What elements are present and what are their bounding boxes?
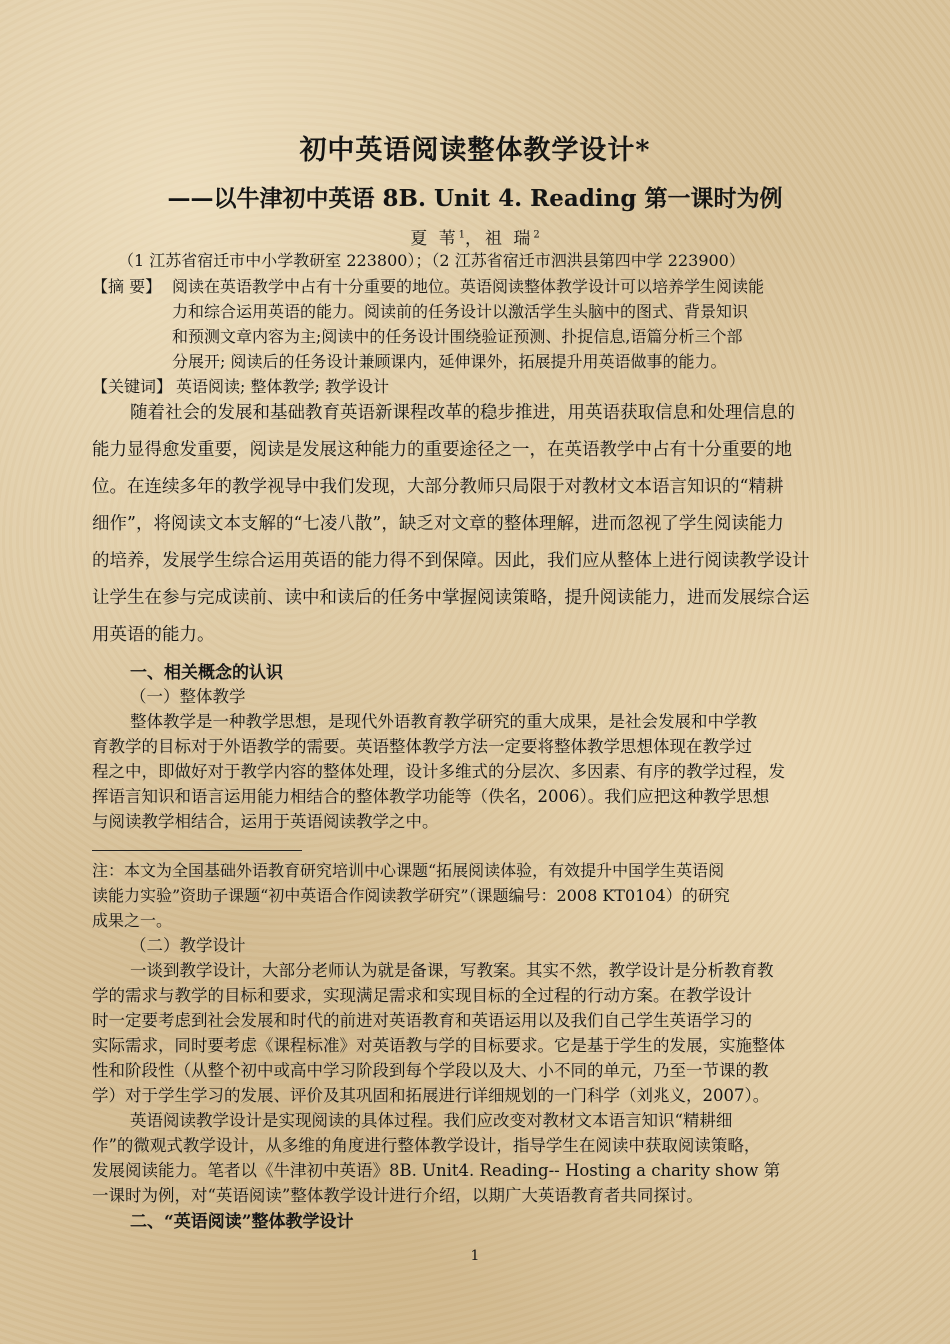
body-line: 与阅读教学相结合，运用于英语阅读教学之中。 — [92, 812, 439, 831]
body-line: 实际需求，同时要考虑《课程标准》对英语教与学的目标要求。它是基于学生的发展，实施整体 — [92, 1036, 785, 1055]
author-line — [0, 224, 950, 249]
abstract-line: 力和综合运用英语的能力。阅读前的任务设计以激活学生头脑中的图式、背景知识 — [172, 302, 749, 321]
section-heading: 二、“英语阅读”整体教学设计 — [130, 1212, 354, 1232]
section-heading: 一、相关概念的认识 — [130, 663, 283, 683]
footnote-line: 成果之一。 — [92, 911, 173, 930]
author-2-sup: 2 — [533, 229, 540, 241]
intro-line: 的培养，发展学生综合运用英语的能力得不到保障。因此，我们应从整体上进行阅读教学设计 — [92, 551, 810, 571]
intro-line: 随着社会的发展和基础教育英语新课程改革的稳步推进，用英语获取信息和处理信息的 — [130, 403, 795, 423]
body-line: 时一定要考虑到社会发展和时代的前进对英语教育和英语运用以及我们自己学生英语学习的 — [92, 1011, 752, 1030]
body-line: 育教学的目标对于外语教学的需要。英语整体教学方法一定要将整体教学思想体现在教学过 — [92, 737, 752, 756]
author-separator: ， — [465, 229, 485, 249]
keywords-text: 英语阅读; 整体教学; 教学设计 — [176, 377, 389, 396]
intro-line: 位。在连续多年的教学视导中我们发现，大部分教师只局限于对教材文本语言知识的“精耕 — [92, 477, 784, 497]
body-line: 学）对于学生学习的发展、评价及其巩固和拓展进行详细规划的一门科学（刘兆义，2007）。 — [92, 1086, 770, 1105]
body-line: 英语阅读教学设计是实现阅读的具体过程。我们应改变对教材文本语言知识“精耕细 — [130, 1111, 733, 1130]
abstract-line: 分展开; 阅读后的任务设计兼顾课内，延伸课外，拓展提升用英语做事的能力。 — [172, 352, 727, 371]
footnote-line: 注：本文为全国基础外语教育研究培训中心课题“拓展阅读体验，有效提升中国学生英语阅 — [92, 861, 725, 880]
intro-line: 用英语的能力。 — [92, 625, 215, 645]
body-line: 整体教学是一种教学思想，是现代外语教育教学研究的重大成果，是社会发展和中学教 — [130, 712, 757, 731]
author-2: 祖 瑞 — [485, 229, 534, 249]
subsection-heading: （一）整体教学 — [130, 687, 246, 706]
abstract-label: 【摘 要】 — [92, 277, 162, 296]
footnote-line: 读能力实验”资助子课题“初中英语合作阅读教学研究”（课题编号：2008 KT0104）的研究 — [92, 886, 730, 905]
page-number: 1 — [470, 1248, 480, 1264]
paper-subtitle: ——以牛津初中英语 8B. Unit 4. Reading 第一课时为例 — [167, 185, 783, 212]
keywords-label: 【关键词】 — [92, 377, 173, 396]
affiliation: （1 江苏省宿迁市中小学教研室 223800）；（2 江苏省宿迁市泗洪县第四中学 223900） — [118, 251, 745, 270]
abstract-line: 和预测文章内容为主;阅读中的任务设计围绕验证预测、扑捉信息,语篇分析三个部 — [172, 327, 743, 346]
body-line: 学的需求与教学的目标和要求，实现满足需求和实现目标的全过程的行动方案。在教学设计 — [92, 986, 752, 1005]
author-1: 夏 苇 — [410, 229, 459, 249]
body-line: 性和阶段性（从整个初中或高中学习阶段到每个学段以及大、小不同的单元，乃至一节课的教 — [92, 1061, 769, 1080]
subsection-heading: （二）教学设计 — [130, 936, 246, 955]
body-line: 一课时为例，对“英语阅读”整体教学设计进行介绍，以期广大英语教育者共同探讨。 — [92, 1186, 703, 1205]
body-line: 一谈到教学设计，大部分老师认为就是备课，写教案。其实不然，教学设计是分析教育教 — [130, 961, 774, 980]
intro-line: 让学生在参与完成读前、读中和读后的任务中掌握阅读策略，提升阅读能力，进而发展综合运 — [92, 588, 810, 608]
intro-line: 细作”，将阅读文本支解的“七凌八散”，缺乏对文章的整体理解，进而忽视了学生阅读能力 — [92, 514, 784, 534]
body-line: 程之中，即做好对于教学内容的整体处理，设计多维式的分层次、多因素、有序的教学过程，发 — [92, 762, 785, 781]
intro-line: 能力显得愈发重要，阅读是发展这种能力的重要途径之一，在英语教学中占有十分重要的地 — [92, 440, 792, 460]
body-line: 发展阅读能力。笔者以《牛津初中英语》8B. Unit4. Reading-- Hosting a charity show 第 — [92, 1161, 781, 1180]
paper-title: 初中英语阅读整体教学设计* — [299, 135, 651, 166]
abstract-line: 阅读在英语教学中占有十分重要的地位。英语阅读整体教学设计可以培养学生阅读能 — [172, 277, 765, 296]
author-1-sup: 1 — [458, 229, 465, 241]
body-line: 作”的微观式教学设计，从多维的角度进行整体教学设计，指导学生在阅读中获取阅读策略， — [92, 1136, 761, 1155]
footnote-rule — [92, 850, 302, 851]
body-line: 挥语言知识和语言运用能力相结合的整体教学功能等（佚名，2006）。我们应把这种教学思想 — [92, 787, 770, 806]
